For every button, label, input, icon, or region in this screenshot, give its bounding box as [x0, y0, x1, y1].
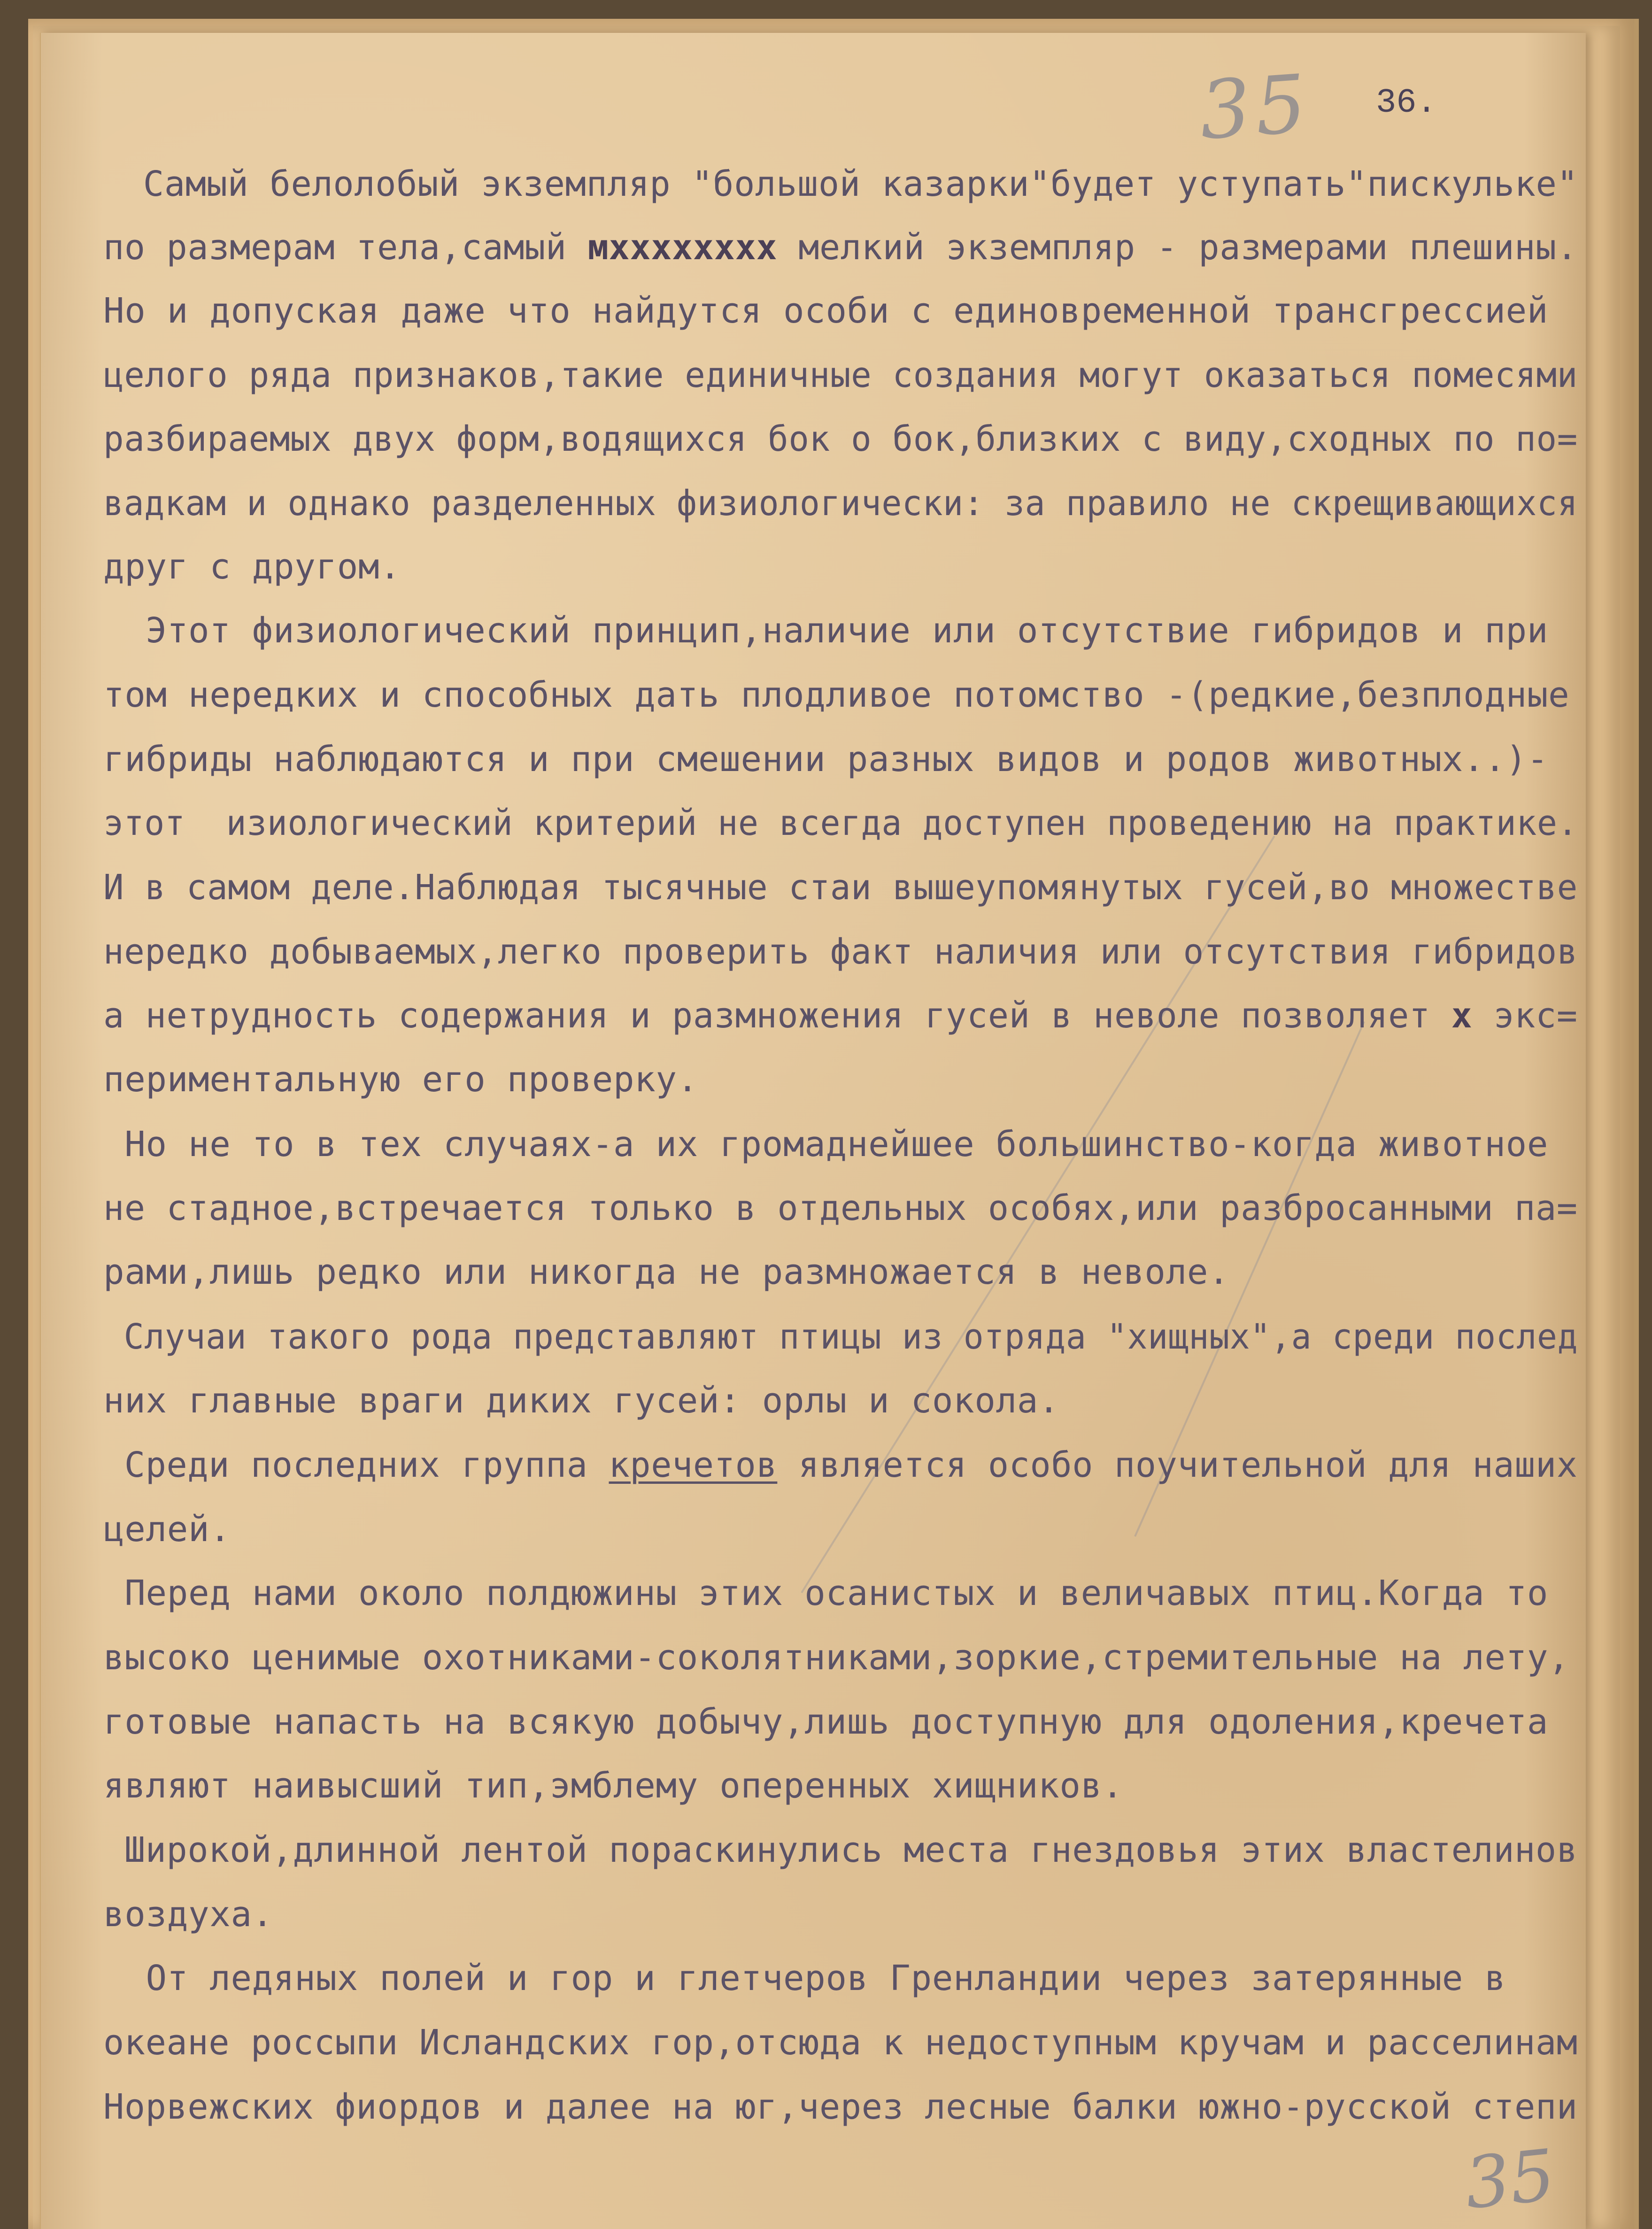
text-line [103, 932, 1578, 972]
text-segment: нередко добываемых,легко проверить факт наличия или отсутствия гибридов [103, 932, 1578, 972]
text-line [103, 1573, 1549, 1613]
text-segment: мелкий экземпляр - размерами плешины. [777, 227, 1578, 268]
text-segment: океане россыпи Исландских гор,отсюда к недоступным кручам и расселинам [103, 2022, 1578, 2063]
text-line [103, 355, 1578, 395]
pencil-folio-number: 35 [1461, 2134, 1559, 2225]
text-line [103, 1702, 1549, 1742]
text-segment: вадкам и однако разделенных физиологически: за правило не скрещивающихся [103, 483, 1578, 524]
text-segment: является особо поучительной для наших [777, 1445, 1578, 1485]
struck-out-text: х [1451, 995, 1473, 1036]
text-line [103, 1059, 699, 1100]
text-segment: Перед нами около полдюжины этих осанистых и величавых птиц.Когда то [103, 1573, 1549, 1613]
text-segment: том нередких и способных дать плодливое потомство -(редкие,безплодные [103, 675, 1570, 715]
text-line [103, 1830, 1578, 1870]
text-segment: От ледяных полей и гор и глетчеров Гренландии через затерянные в [103, 1958, 1506, 1998]
text-segment: Но и допуская даже что найдутся особи с единовременной трансгрессией [103, 291, 1549, 331]
text-line [103, 1381, 1060, 1421]
text-segment: этот изиологический критерий не всегда доступен проведению на практике. [103, 803, 1578, 843]
text-line [103, 1637, 1570, 1678]
text-line [103, 2022, 1578, 2063]
text-line [103, 739, 1549, 779]
text-segment: друг с другом. [103, 547, 401, 587]
text-line [103, 291, 1549, 331]
text-segment: Норвежских фиордов и далее на юг,через лесные балки южно-русской степи [103, 2087, 1578, 2127]
text-segment: Самый белолобый экземпляр "большой казарки"будет уступать"пискульке" [122, 164, 1578, 204]
text-segment: не стадное,встречается только в отдельных особях,или разбросанными па= [103, 1188, 1578, 1228]
text-line [103, 1188, 1578, 1228]
pencil-page-number: 35 [1197, 57, 1314, 158]
text-segment: них главные враги диких гусей: орлы и сокола. [103, 1381, 1060, 1421]
text-segment: Этот физиологический принцип,наличие или отсутствие гибридов и при [103, 610, 1549, 651]
text-line [103, 483, 1578, 524]
text-segment: воздуха. [103, 1894, 274, 1935]
text-segment: высоко ценимые охотниками-соколятниками,зоркие,стремительные на лету, [103, 1637, 1570, 1678]
text-line [103, 227, 1578, 268]
text-segment: разбираемых двух форм,водящихся бок о бок,близких с виду,сходных по по= [103, 419, 1578, 459]
text-segment: Среди последних группа [103, 1445, 609, 1485]
struck-out-text: мхххххххх [587, 227, 778, 268]
text-line [103, 1766, 1124, 1806]
text-segment: по размерам тела,самый [103, 227, 588, 268]
text-line [103, 995, 1578, 1036]
text-segment: И в самом деле.Наблюдая тысячные стаи вышеупомянутых гусей,во множестве [103, 867, 1578, 908]
text-line [103, 1958, 1506, 1998]
text-line [122, 164, 1578, 204]
text-segment: периментальную его проверку. [103, 1059, 699, 1100]
text-segment: экс= [1472, 995, 1578, 1036]
underlined-text: кречетов [609, 1445, 778, 1485]
text-line [103, 1445, 1578, 1485]
text-segment: являют наивысший тип,эмблему оперенных хищников. [103, 1766, 1124, 1806]
text-line [103, 803, 1578, 843]
text-line [103, 1317, 1578, 1357]
text-line [103, 1124, 1549, 1165]
text-segment: рами,лишь редко или никогда не размножается в неволе. [103, 1252, 1230, 1292]
text-segment: Случаи такого рода представляют птицы из отряда "хищных",а среди послед [103, 1317, 1578, 1357]
text-line [103, 547, 401, 587]
text-segment: Широкой,длинной лентой пораскинулись места гнездовья этих властелинов [103, 1830, 1578, 1870]
typed-page-number: 36. [1376, 84, 1437, 122]
text-segment: целей. [103, 1509, 231, 1550]
text-line [103, 2087, 1578, 2127]
text-line [103, 867, 1578, 908]
text-line [103, 1509, 231, 1550]
text-line [103, 419, 1578, 459]
text-segment: гибриды наблюдаются и при смешении разных видов и родов животных..)- [103, 739, 1549, 779]
text-line [103, 610, 1549, 651]
text-segment: а нетрудность содержания и размножения гусей в неволе позволяет [103, 995, 1451, 1036]
text-line [103, 1894, 274, 1935]
text-line [103, 675, 1570, 715]
text-segment: целого ряда признаков,такие единичные создания могут оказаться помесями [103, 355, 1578, 395]
text-segment: Но не то в тех случаях-а их громаднейшее большинство-когда животное [103, 1124, 1549, 1165]
text-segment: готовые напасть на всякую добычу,лишь доступную для одоления,кречета [103, 1702, 1549, 1742]
text-line [103, 1252, 1230, 1292]
